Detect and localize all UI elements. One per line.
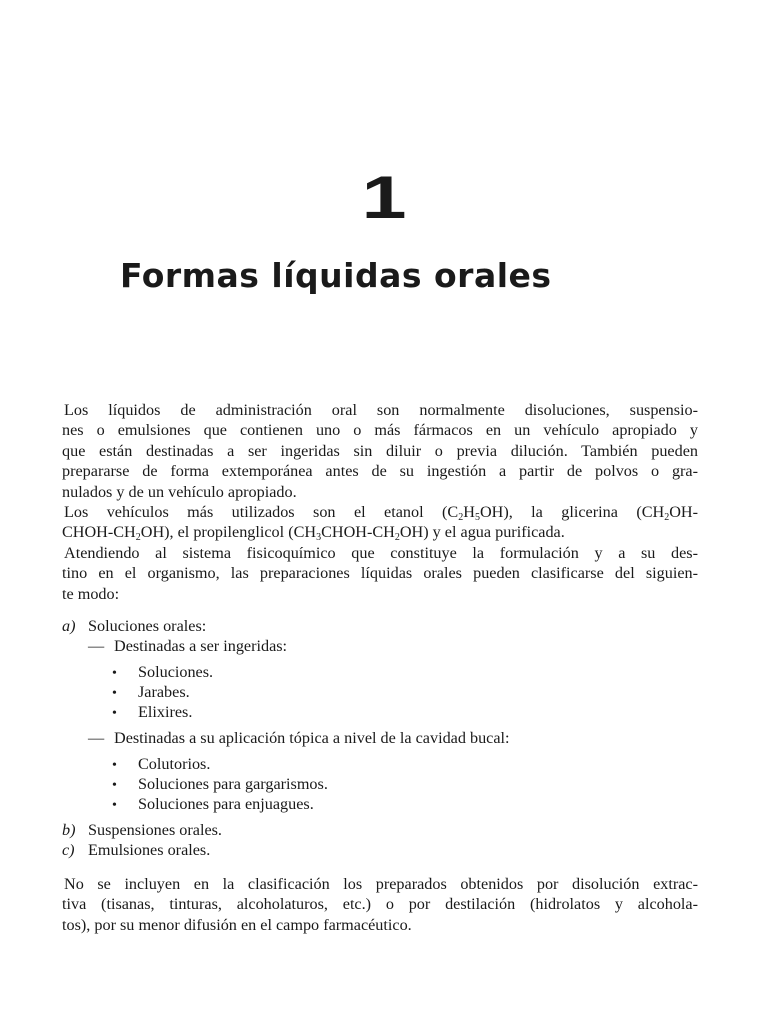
list-text: Soluciones para enjuagues. [138, 795, 314, 814]
bullet-item [62, 754, 698, 774]
bullet-icon: • [112, 778, 117, 794]
list-subitem [62, 636, 698, 656]
list-label: a) [62, 617, 76, 636]
text-line: tiva (tisanas, tinturas, alcoholaturos, etc.) o por destilación (hidrolatos y alcohola- [62, 895, 698, 914]
text-line: te modo: [62, 584, 120, 603]
text-line: que están destinadas a ser ingeridas sin diluir o previa dilución. También pueden [62, 441, 698, 460]
bullet-icon: • [112, 666, 117, 682]
bullet-icon: • [112, 706, 117, 722]
text-line: prepararse de forma extemporánea antes de su ingestión a partir de polvos o gra- [62, 462, 698, 481]
paragraph-vehicles [62, 502, 698, 543]
paragraph-classification-intro [62, 543, 698, 604]
dash-marker: — [88, 729, 105, 748]
list-text: Colutorios. [138, 755, 211, 774]
paragraph-closing [62, 874, 698, 935]
classification-list [62, 616, 698, 860]
chapter-title: Formas líquidas orales [120, 256, 552, 295]
list-item [62, 840, 698, 860]
list-item [62, 616, 698, 636]
list-text: Destinadas a su aplicación tópica a nivel de la cavidad bucal: [114, 729, 510, 748]
bullet-item [62, 682, 698, 702]
text-line: nulados y de un vehículo apropiado. [62, 482, 297, 501]
text-line: tos), por su menor difusión en el campo farmacéutico. [62, 915, 412, 934]
list-text: Soluciones. [138, 663, 214, 682]
bullet-icon: • [112, 758, 117, 774]
list-text: Soluciones para gargarismos. [138, 775, 328, 794]
bullet-item [62, 794, 698, 814]
bullet-icon: • [112, 798, 117, 814]
list-text: Emulsiones orales. [88, 841, 211, 860]
bullet-icon: • [112, 686, 117, 702]
list-subitem [62, 728, 698, 748]
list-label: c) [62, 841, 75, 860]
bullet-item [62, 774, 698, 794]
dash-marker: — [88, 637, 105, 656]
list-text: Elixires. [138, 703, 193, 722]
text-line: No se incluyen en la clasificación los preparados obtenidos por disolución extrac- [64, 875, 698, 894]
list-label: b) [62, 821, 76, 840]
text-line: Atendiendo al sistema fisicoquímico que constituye la formulación y a su des- [64, 543, 698, 562]
list-text: Destinadas a ser ingeridas: [114, 637, 288, 656]
text-line: Los vehículos más utilizados son el etanol $(C_2H_5OH)$, la glicerina ($CH_2OH-$ [64, 503, 698, 524]
body-text [62, 400, 698, 935]
chapter-number: 1 [361, 164, 407, 231]
list-text: Soluciones orales: [88, 617, 207, 636]
bullet-item [62, 702, 698, 722]
text-line: CHOH-$CH_2OH$), el propilenglicol $(CH_3CHOH-CH_2OH)$ y el agua purificada. [62, 523, 565, 544]
text-line: nes o emulsiones que contienen uno o más fármacos en un vehículo apropiado y [62, 421, 698, 440]
text-line: tino en el organismo, las preparaciones líquidas orales pueden clasificarse del siguien- [62, 564, 698, 583]
bullet-item [62, 662, 698, 682]
list-text: Suspensiones orales. [88, 821, 222, 840]
list-text: Jarabes. [138, 683, 190, 702]
text-line: Los líquidos de administración oral son normalmente disoluciones, suspensio- [64, 401, 698, 419]
paragraph-intro [62, 400, 698, 502]
list-item [62, 820, 698, 840]
